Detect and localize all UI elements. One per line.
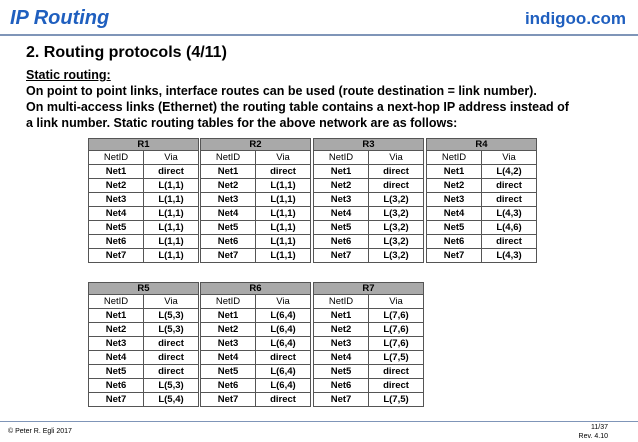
routing-table-2: [313, 138, 424, 263]
net-id-cell: Net1: [427, 165, 482, 179]
body-line: a link number. Static routing tables for the above network are as follows:: [26, 116, 458, 130]
net-id-cell: Net7: [89, 249, 144, 263]
via-cell: L(7,5): [369, 351, 424, 365]
table-row: [89, 365, 199, 379]
routing-table-5: [200, 282, 311, 407]
via-cell: direct: [482, 235, 537, 249]
column-header-via: Via: [144, 295, 199, 309]
net-id-cell: Net6: [314, 235, 369, 249]
via-cell: L(5,3): [144, 309, 199, 323]
net-id-cell: Net3: [314, 193, 369, 207]
net-id-cell: Net6: [427, 235, 482, 249]
net-id-cell: Net3: [427, 193, 482, 207]
footer-divider: [0, 421, 638, 422]
column-header-net: NetID: [201, 295, 256, 309]
via-cell: direct: [482, 179, 537, 193]
column-header-net: NetID: [89, 295, 144, 309]
via-cell: L(1,1): [256, 221, 311, 235]
net-id-cell: Net1: [314, 309, 369, 323]
table-row: [201, 165, 311, 179]
via-cell: L(7,5): [369, 393, 424, 407]
net-id-cell: Net4: [89, 351, 144, 365]
via-cell: L(6,4): [256, 365, 311, 379]
table-row: [314, 179, 424, 193]
via-cell: L(1,1): [144, 221, 199, 235]
section-subtitle: 2. Routing protocols (4/11): [26, 44, 227, 61]
net-id-cell: Net4: [314, 207, 369, 221]
revision: Rev. 4.10: [578, 433, 608, 440]
routing-table-6: [313, 282, 424, 407]
table-row: [89, 323, 199, 337]
table-row: [89, 207, 199, 221]
table-row: [201, 235, 311, 249]
via-cell: L(3,2): [369, 207, 424, 221]
table-row: [89, 165, 199, 179]
via-cell: L(3,2): [369, 221, 424, 235]
net-id-cell: Net6: [314, 379, 369, 393]
net-id-cell: Net2: [314, 323, 369, 337]
table-row: [314, 393, 424, 407]
table-row: [89, 193, 199, 207]
page-number: 11/37: [591, 424, 608, 431]
table-row: [201, 193, 311, 207]
column-header-net: NetID: [201, 151, 256, 165]
table-row: [201, 323, 311, 337]
router-name: R7: [314, 283, 424, 295]
net-id-cell: Net2: [201, 323, 256, 337]
via-cell: direct: [369, 379, 424, 393]
via-cell: direct: [256, 165, 311, 179]
table-row: [314, 193, 424, 207]
table-row: [201, 379, 311, 393]
column-header-via: Via: [369, 295, 424, 309]
via-cell: direct: [144, 365, 199, 379]
via-cell: L(7,6): [369, 323, 424, 337]
table-row: [201, 179, 311, 193]
brand-logo-text: indigoo.com: [524, 9, 626, 28]
via-cell: L(1,1): [144, 193, 199, 207]
table-row: [314, 379, 424, 393]
net-id-cell: Net2: [427, 179, 482, 193]
header-divider: [0, 34, 638, 36]
table-row: [89, 249, 199, 263]
net-id-cell: Net5: [314, 221, 369, 235]
net-id-cell: Net7: [314, 249, 369, 263]
copyright: © Peter R. Egli 2017: [8, 428, 72, 435]
via-cell: L(3,2): [369, 249, 424, 263]
net-id-cell: Net1: [201, 309, 256, 323]
via-cell: L(1,1): [256, 207, 311, 221]
table-row: [201, 365, 311, 379]
table-row: [89, 379, 199, 393]
router-name: R2: [201, 139, 311, 151]
router-name: R3: [314, 139, 424, 151]
column-header-net: NetID: [89, 151, 144, 165]
net-id-cell: Net5: [201, 365, 256, 379]
via-cell: L(1,1): [256, 235, 311, 249]
net-id-cell: Net6: [201, 235, 256, 249]
table-row: [314, 309, 424, 323]
net-id-cell: Net4: [201, 207, 256, 221]
router-name: R1: [89, 139, 199, 151]
column-header-net: NetID: [314, 151, 369, 165]
table-row: [314, 221, 424, 235]
via-cell: L(7,6): [369, 337, 424, 351]
router-name: R5: [89, 283, 199, 295]
net-id-cell: Net1: [89, 165, 144, 179]
table-row: [89, 235, 199, 249]
net-id-cell: Net7: [201, 249, 256, 263]
net-id-cell: Net3: [201, 193, 256, 207]
table-row: [89, 221, 199, 235]
via-cell: L(1,1): [256, 249, 311, 263]
via-cell: direct: [369, 165, 424, 179]
via-cell: L(1,1): [144, 179, 199, 193]
net-id-cell: Net1: [89, 309, 144, 323]
net-id-cell: Net1: [201, 165, 256, 179]
via-cell: direct: [369, 365, 424, 379]
table-row: [314, 235, 424, 249]
via-cell: L(3,2): [369, 235, 424, 249]
net-id-cell: Net4: [201, 351, 256, 365]
table-row: [89, 179, 199, 193]
net-id-cell: Net5: [314, 365, 369, 379]
net-id-cell: Net3: [201, 337, 256, 351]
table-row: [89, 337, 199, 351]
net-id-cell: Net7: [89, 393, 144, 407]
via-cell: direct: [256, 351, 311, 365]
table-row: [89, 393, 199, 407]
via-cell: L(3,2): [369, 193, 424, 207]
net-id-cell: Net3: [89, 193, 144, 207]
net-id-cell: Net6: [201, 379, 256, 393]
via-cell: L(7,6): [369, 309, 424, 323]
routing-table-0: [88, 138, 199, 263]
table-row: [314, 351, 424, 365]
table-row: [201, 393, 311, 407]
table-row: [427, 249, 537, 263]
via-cell: L(1,1): [256, 179, 311, 193]
routing-table-4: [88, 282, 199, 407]
net-id-cell: Net5: [201, 221, 256, 235]
table-row: [201, 337, 311, 351]
table-row: [314, 365, 424, 379]
via-cell: L(6,4): [256, 323, 311, 337]
column-header-via: Via: [369, 151, 424, 165]
table-row: [427, 179, 537, 193]
table-row: [201, 221, 311, 235]
column-header-net: NetID: [314, 295, 369, 309]
table-row: [201, 207, 311, 221]
net-id-cell: Net7: [201, 393, 256, 407]
net-id-cell: Net1: [314, 165, 369, 179]
router-name: R4: [427, 139, 537, 151]
net-id-cell: Net4: [427, 207, 482, 221]
net-id-cell: Net7: [427, 249, 482, 263]
column-header-via: Via: [256, 295, 311, 309]
net-id-cell: Net3: [89, 337, 144, 351]
body-line: On point to point links, interface routes can be used (route destination = link number).: [26, 84, 537, 98]
net-id-cell: Net2: [89, 323, 144, 337]
via-cell: L(5,3): [144, 379, 199, 393]
table-row: [427, 207, 537, 221]
net-id-cell: Net2: [89, 179, 144, 193]
column-header-via: Via: [144, 151, 199, 165]
routing-table-1: [200, 138, 311, 263]
table-row: [427, 221, 537, 235]
via-cell: direct: [256, 393, 311, 407]
table-row: [314, 337, 424, 351]
via-cell: L(6,4): [256, 309, 311, 323]
net-id-cell: Net3: [314, 337, 369, 351]
via-cell: L(4,6): [482, 221, 537, 235]
net-id-cell: Net2: [201, 179, 256, 193]
table-row: [201, 309, 311, 323]
via-cell: L(4,3): [482, 207, 537, 221]
table-row: [314, 165, 424, 179]
net-id-cell: Net2: [314, 179, 369, 193]
via-cell: L(4,2): [482, 165, 537, 179]
routing-table-3: [426, 138, 537, 263]
net-id-cell: Net4: [314, 351, 369, 365]
table-row: [201, 351, 311, 365]
via-cell: direct: [369, 179, 424, 193]
net-id-cell: Net5: [89, 365, 144, 379]
column-header-via: Via: [482, 151, 537, 165]
via-cell: L(1,1): [144, 235, 199, 249]
via-cell: L(1,1): [256, 193, 311, 207]
table-row: [427, 165, 537, 179]
net-id-cell: Net6: [89, 379, 144, 393]
table-row: [314, 323, 424, 337]
net-id-cell: Net5: [89, 221, 144, 235]
via-cell: L(5,3): [144, 323, 199, 337]
column-header-net: NetID: [427, 151, 482, 165]
via-cell: direct: [144, 165, 199, 179]
via-cell: direct: [144, 351, 199, 365]
via-cell: L(5,4): [144, 393, 199, 407]
table-row: [314, 249, 424, 263]
table-row: [89, 351, 199, 365]
page-info: [579, 423, 608, 441]
via-cell: L(6,4): [256, 379, 311, 393]
router-name: R6: [201, 283, 311, 295]
table-row: [89, 309, 199, 323]
via-cell: L(1,1): [144, 249, 199, 263]
net-id-cell: Net5: [427, 221, 482, 235]
table-row: [314, 207, 424, 221]
net-id-cell: Net6: [89, 235, 144, 249]
body-text: [26, 67, 626, 131]
via-cell: direct: [482, 193, 537, 207]
column-header-via: Via: [256, 151, 311, 165]
table-row: [427, 235, 537, 249]
via-cell: L(1,1): [144, 207, 199, 221]
net-id-cell: Net7: [314, 393, 369, 407]
body-line: On multi-access links (Ethernet) the routing table contains a next-hop IP address instead of: [26, 100, 569, 114]
via-cell: direct: [144, 337, 199, 351]
slide-title: IP Routing: [10, 7, 110, 29]
static-routing-heading: Static routing:: [26, 68, 111, 82]
via-cell: L(6,4): [256, 337, 311, 351]
table-row: [201, 249, 311, 263]
via-cell: L(4,3): [482, 249, 537, 263]
net-id-cell: Net4: [89, 207, 144, 221]
table-row: [427, 193, 537, 207]
